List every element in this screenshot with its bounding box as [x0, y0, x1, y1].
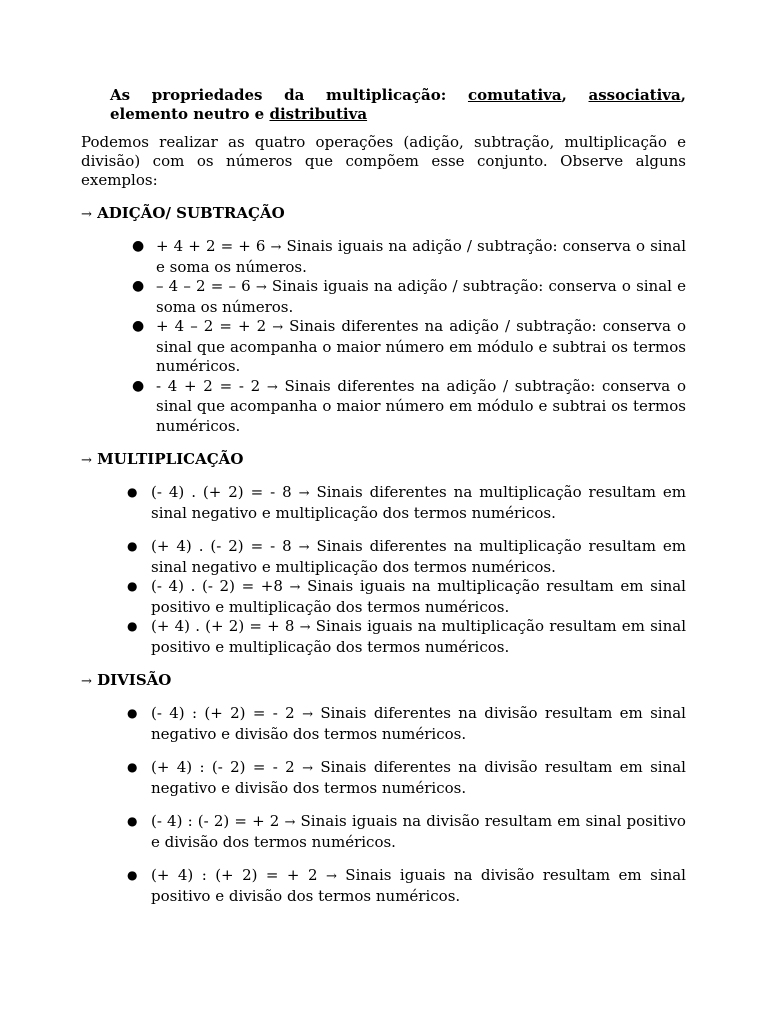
rule-text: Sinais iguais na divisão resultam em sinal positivo e divisão dos termos numéricos. — [151, 812, 686, 851]
list-multiplicacao — [127, 483, 686, 657]
arrow-icon: → — [81, 674, 92, 689]
expression: (- 4) . (- 2) = +8 — [151, 577, 283, 595]
expression: (- 4) : (- 2) = + 2 — [151, 812, 280, 830]
expression: (- 4) : (+ 2) = - 2 — [151, 704, 295, 722]
bullet-icon: ● — [127, 619, 138, 633]
arrow-icon: → — [81, 207, 92, 222]
expression: (- 4) . (+ 2) = - 8 — [151, 483, 292, 501]
rule-text: Sinais iguais na divisão resultam em sinal positivo e divisão dos termos numéricos. — [151, 866, 686, 905]
bullet-icon: ● — [132, 318, 145, 334]
rule-text: Sinais diferentes na divisão resultam em sinal negativo e divisão dos termos numéricos. — [151, 704, 686, 743]
rule-text: Sinais diferentes na divisão resultam em sinal negativo e divisão dos termos numéricos. — [151, 758, 686, 797]
bullet-icon: ● — [132, 377, 145, 394]
list-item — [127, 866, 686, 906]
expression: (+ 4) : (+ 2) = + 2 — [151, 866, 318, 884]
page-title — [110, 86, 686, 124]
list-adicao — [132, 237, 686, 436]
arrow-icon: → — [255, 280, 267, 295]
expression: - 4 + 2 = - 2 — [156, 376, 261, 395]
list-item — [132, 317, 686, 377]
expression: – 4 – 2 = – 6 — [156, 277, 251, 295]
list-item — [127, 537, 686, 577]
arrow-icon: → — [289, 580, 301, 595]
bullet-icon: ● — [127, 485, 138, 499]
list-item — [132, 237, 686, 277]
section-heading-multiplicacao — [81, 450, 686, 470]
bullet-icon: ● — [127, 706, 138, 720]
section-title: MULTIPLICAÇÃO — [97, 450, 244, 468]
arrow-icon: → — [272, 320, 284, 335]
intro-paragraph: Podemos realizar as quatro operações (adição, subtração, multiplicação e divisão) com os números que compõem esse conjunto. Observe alguns exemplos: — [81, 133, 686, 189]
bullet-icon: ● — [127, 760, 138, 774]
arrow-icon: → — [298, 486, 310, 501]
bullet-icon: ● — [127, 539, 138, 553]
bullet-icon: ● — [127, 868, 138, 882]
bullet-icon: ● — [127, 814, 138, 828]
title-link-comutativa: comutativa — [467, 86, 562, 104]
rule-text: Sinais iguais na multiplicação resultam em sinal positivo e multiplicação dos termos numéricos. — [151, 577, 686, 616]
title-link-distributiva: distributiva — [269, 105, 368, 123]
list-divisao — [127, 704, 686, 906]
rule-text: Sinais diferentes na adição / subtração: conserva o sinal que acompanha o maior número em módulo e subtrai os termos numéricos. — [156, 376, 686, 435]
arrow-icon: → — [298, 540, 310, 555]
rule-text: Sinais diferentes na multiplicação resultam em sinal negativo e multiplicação dos termos numéricos. — [151, 537, 686, 576]
list-item — [127, 483, 686, 523]
expression: (+ 4) : (- 2) = - 2 — [151, 758, 295, 776]
list-item — [127, 577, 686, 617]
arrow-icon: → — [284, 815, 296, 830]
bullet-icon: ● — [127, 579, 138, 593]
list-item — [127, 758, 686, 798]
document-page — [81, 86, 686, 906]
bullet-icon: ● — [132, 238, 145, 254]
arrow-icon: → — [302, 761, 313, 776]
expression: + 4 – 2 = + 2 — [156, 317, 267, 335]
arrow-icon: → — [299, 620, 311, 635]
expression: (+ 4) . (- 2) = - 8 — [151, 537, 292, 555]
arrow-icon: → — [81, 453, 92, 468]
expression: + 4 + 2 = + 6 — [156, 237, 266, 255]
list-item — [127, 617, 686, 657]
list-item — [132, 376, 686, 437]
rule-text: Sinais iguais na adição / subtração: conserva o sinal e soma os números. — [156, 277, 686, 316]
arrow-icon: → — [302, 707, 313, 722]
title-link-associativa: associativa — [588, 86, 681, 104]
rule-text: Sinais iguais na adição / subtração: conserva o sinal e soma os números. — [156, 237, 686, 276]
section-title: DIVISÃO — [97, 671, 172, 689]
arrow-icon: → — [325, 869, 337, 884]
bullet-icon: ● — [132, 278, 145, 294]
rule-text: Sinais diferentes na adição / subtração: conserva o sinal que acompanha o maior número em módulo e subtrai os termos numéricos. — [156, 317, 686, 375]
title-separator: , elemento neutro e — [110, 86, 686, 123]
list-item — [127, 812, 686, 852]
rule-text: Sinais iguais na multiplicação resultam em sinal positivo e multiplicação dos termos numéricos. — [151, 617, 686, 656]
list-item — [127, 704, 686, 744]
section-heading-adicao — [81, 204, 686, 224]
section-heading-divisao — [81, 671, 686, 691]
list-item — [132, 277, 686, 317]
arrow-icon: → — [266, 379, 278, 395]
section-title: ADIÇÃO/ SUBTRAÇÃO — [97, 204, 285, 222]
rule-text: Sinais diferentes na multiplicação resultam em sinal negativo e multiplicação dos termos numéricos. — [151, 483, 686, 522]
title-separator: , — [561, 86, 589, 104]
expression: (+ 4) . (+ 2) = + 8 — [151, 617, 295, 635]
arrow-icon: → — [270, 240, 282, 255]
title-prefix: As propriedades da multiplicação: — [110, 86, 468, 104]
